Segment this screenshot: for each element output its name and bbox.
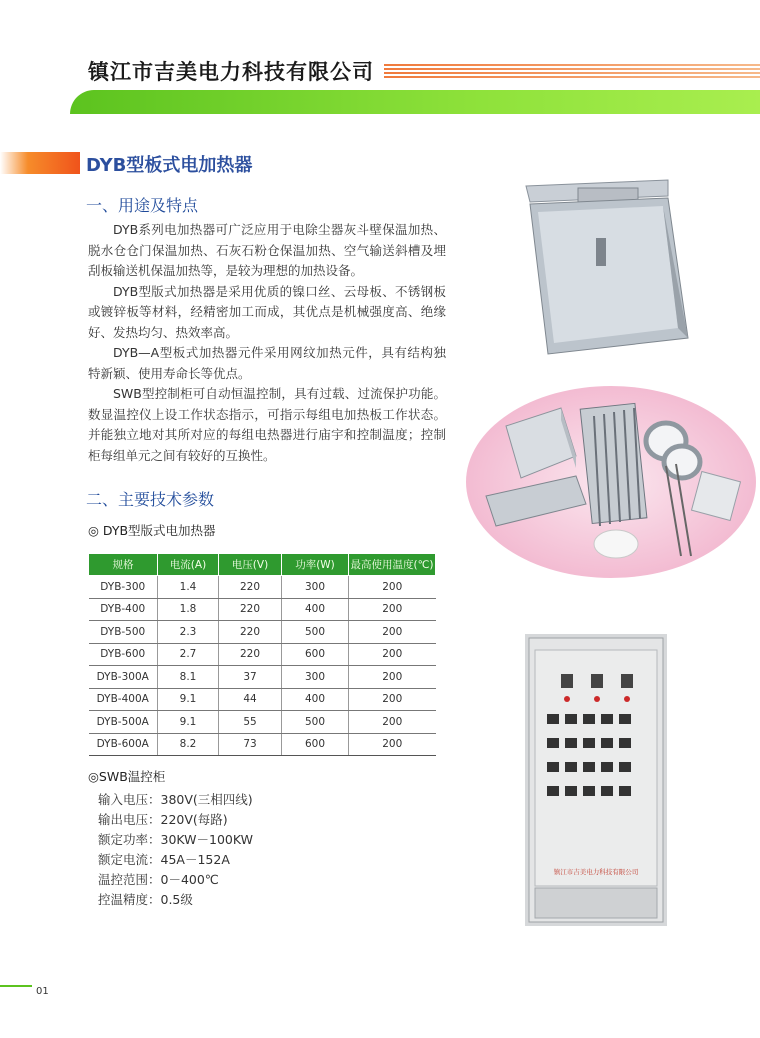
table-cell: 200: [349, 688, 436, 711]
table-cell: 600: [282, 643, 349, 666]
table-cell: 1.8: [158, 598, 219, 621]
table-cell: 200: [349, 643, 436, 666]
table-body: [89, 576, 436, 756]
table-caption: ◎ DYB型版式电加热器: [88, 523, 216, 538]
table-row: [89, 666, 436, 689]
table-cell: DYB-400: [89, 598, 158, 621]
swb-spec-item: 额定功率：30KW－100KW: [98, 832, 253, 847]
section-heading-usage: 一、用途及特点: [86, 196, 199, 215]
table-cell: 44: [219, 688, 282, 711]
usage-paragraphs: [88, 220, 446, 466]
page-number: 01: [36, 986, 49, 997]
title-accent-bar: [0, 152, 80, 174]
table-cell: 9.1: [158, 711, 219, 734]
table-header-cell: 电压(V): [219, 554, 282, 576]
table-cell: 1.4: [158, 576, 219, 599]
table-cell: 220: [219, 643, 282, 666]
table-cell: 400: [282, 598, 349, 621]
table-cell: 8.1: [158, 666, 219, 689]
swb-spec-item: 输入电压：380V(三相四线): [98, 792, 253, 807]
table-cell: DYB-500: [89, 621, 158, 644]
table-header-row: [89, 554, 436, 576]
table-cell: 55: [219, 711, 282, 734]
header-green-bar: [70, 90, 760, 114]
swb-spec-item: 额定电流：45A－152A: [98, 852, 230, 867]
table-header-cell: 功率(W): [282, 554, 349, 576]
table-row: [89, 576, 436, 599]
table-cell: DYB-300A: [89, 666, 158, 689]
table-cell: 200: [349, 711, 436, 734]
table-cell: 200: [349, 666, 436, 689]
table-cell: 37: [219, 666, 282, 689]
swb-title: ◎SWB温控柜: [88, 769, 166, 784]
plate-heater-photo: [518, 178, 698, 356]
table-cell: 2.3: [158, 621, 219, 644]
table-cell: 200: [349, 576, 436, 599]
table-cell: DYB-400A: [89, 688, 158, 711]
table-cell: 300: [282, 576, 349, 599]
section-heading-specs: 二、主要技术参数: [86, 490, 215, 509]
heater-components-photo: [466, 386, 756, 578]
table-row: [89, 598, 436, 621]
paragraph: DYB系列电加热器可广泛应用于电除尘器灰斗壁保温加热、脱水仓仓门保温加热、石灰石粉仓保温加热、空气输送斜槽及埋刮板输送机保温加热等，是较为理想的加热设备。: [88, 222, 446, 278]
table-cell: 2.7: [158, 643, 219, 666]
cabinet-label: 镇江市吉美电力科技有限公司: [553, 868, 639, 876]
table-cell: 200: [349, 621, 436, 644]
paragraph: SWB型控制柜可自动恒温控制，具有过载、过流保护功能。数显温控仪上设工作状态指示，可指示每组电加热板工作状态。并能独立地对其所对应的每组电热器进行庙宇和控制温度；控制柜每组单元之间有较好的互换性。: [88, 386, 446, 463]
table-cell: 400: [282, 688, 349, 711]
swb-spec-item: 控温精度：0.5级: [98, 892, 193, 907]
table-cell: DYB-500A: [89, 711, 158, 734]
table-row: [89, 621, 436, 644]
table-header-cell: 最高使用温度(℃): [349, 554, 436, 576]
paragraph: DYB型版式加热器是采用优质的镍口丝、云母板、不锈钢板或镀锌板等材料，经精密加工而成，其优点是机械强度高、绝缘好、发热均匀、热效率高。: [88, 283, 446, 340]
table-cell: DYB-600: [89, 643, 158, 666]
spec-table: [88, 553, 436, 756]
footer-line: [0, 985, 32, 987]
table-cell: 220: [219, 576, 282, 599]
swb-spec-item: 输出电压：220V(每路): [98, 812, 228, 827]
table-cell: 9.1: [158, 688, 219, 711]
table-cell: 300: [282, 666, 349, 689]
table-row: [89, 643, 436, 666]
swb-spec-list: [98, 790, 253, 910]
table-cell: 500: [282, 711, 349, 734]
table-header-cell: 电流(A): [158, 554, 219, 576]
table-cell: 600: [282, 733, 349, 756]
table-cell: 8.2: [158, 733, 219, 756]
table-cell: 220: [219, 598, 282, 621]
table-cell: 220: [219, 621, 282, 644]
company-name: 镇江市吉美电力科技有限公司: [88, 60, 374, 84]
table-row: [89, 711, 436, 734]
control-cabinet-photo: [525, 634, 667, 926]
table-cell: DYB-600A: [89, 733, 158, 756]
table-cell: 73: [219, 733, 282, 756]
table-header-cell: 规格: [89, 554, 158, 576]
table-cell: 200: [349, 598, 436, 621]
swb-spec-item: 温控范围：0－400℃: [98, 872, 219, 887]
table-row: [89, 688, 436, 711]
table-cell: 200: [349, 733, 436, 756]
table-cell: 500: [282, 621, 349, 644]
header-stripes: [384, 64, 760, 82]
table-row: [89, 733, 436, 756]
table-cell: DYB-300: [89, 576, 158, 599]
paragraph: DYB—A型板式加热器元件采用网纹加热元件，具有结构独特新颖、使用寿命长等优点。: [88, 345, 446, 381]
product-title: DYB型板式电加热器: [86, 155, 253, 176]
